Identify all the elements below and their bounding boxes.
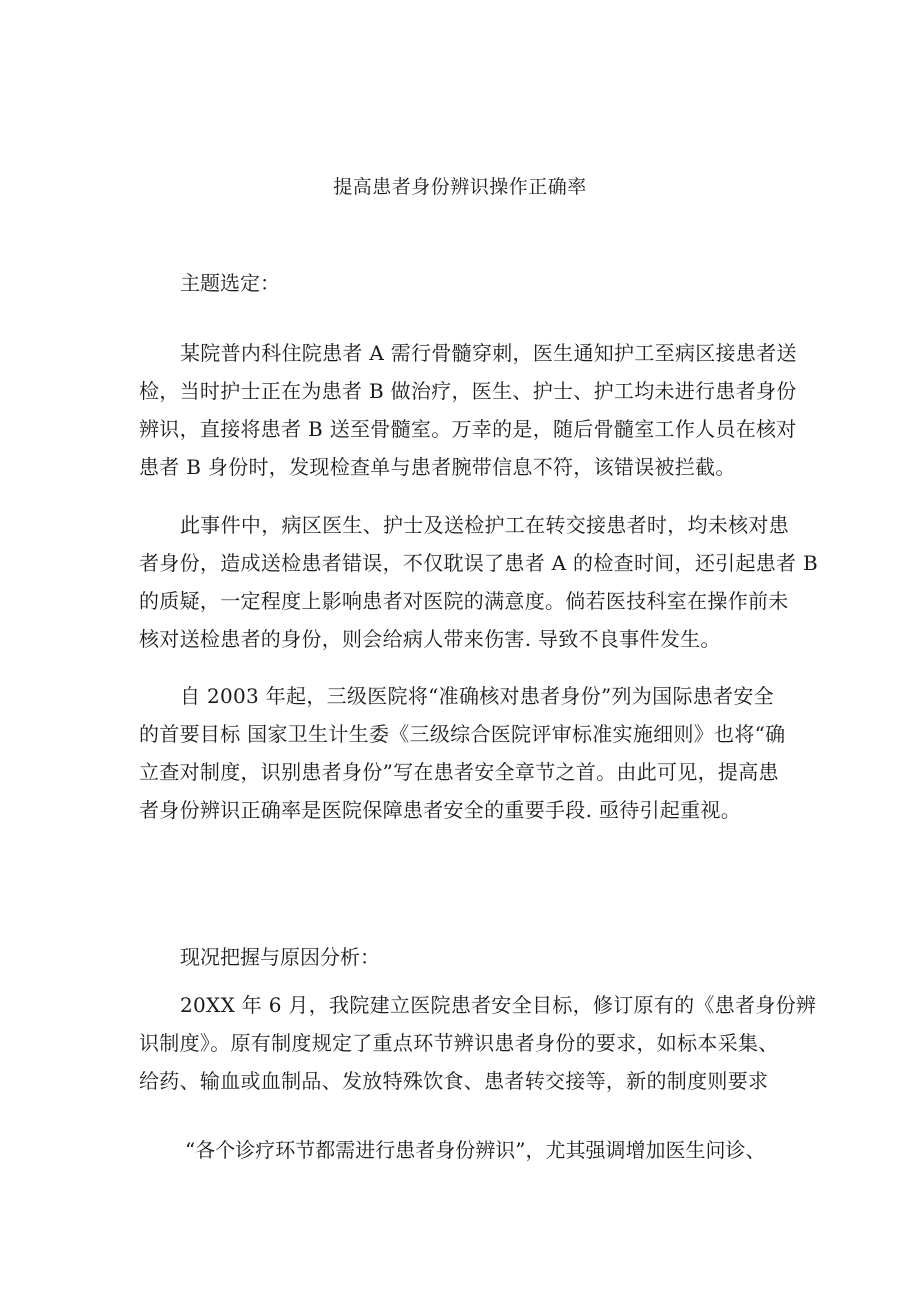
paragraph-policy-revision [139,986,817,1100]
section-heading-current-status: 现况把握与原因分析： [180,945,380,969]
text-line: 某院普内科住院患者 A 需行骨髓穿刺，医生通知护工至病区接患者送 [180,341,797,365]
text-line: 的首要目标 国家卫生计生委《三级综合医院评审标准实施细则》也将“确 [139,722,786,746]
text-line: 此事件中，病区医生、护士及送检护工在转交接患者时，均未核对患 [180,513,789,537]
document-title: 提高患者身份辨识操作正确率 [333,176,587,198]
paragraph-incident-description [139,334,797,486]
text-line: 者身份，造成送检患者错误，不仅耽误了患者 A 的检查时间，还引起患者 B [139,551,819,575]
text-line: 识制度》。原有制度规定了重点环节辨识患者身份的要求，如标本采集、 [139,1031,779,1055]
paragraph-incident-analysis [139,506,819,658]
section-heading-topic-selection: 主题选定： [180,271,280,295]
text-line: 的质疑，一定程度上影响患者对医院的满意度。倘若医技科室在操作前未 [139,589,789,613]
text-line: 给药、输血或血制品、发放特殊饮食、患者转交接等，新的制度则要求 [139,1069,769,1093]
text-line: 者身份辨识正确率是医院保障患者安全的重要手段. 亟待引起重视。 [139,798,742,822]
text-line: 辨识，直接将患者 B 送至骨髓室。万幸的是，随后骨髓室工作人员在核对 [139,417,797,441]
text-line: 核对送检患者的身份，则会给病人带来伤害. 导致不良事件发生。 [139,627,721,651]
text-line: 20XX 年 6 月，我院建立医院患者安全目标，修订原有的《患者身份辨 [180,993,817,1017]
text-line-trailing: “各个诊疗环节都需进行患者身份辨识”，尤其强调增加医生问诊、 [185,1138,766,1162]
text-line: 自 2003 年起，三级医院将“准确核对患者身份”列为国际患者安全 [180,684,774,708]
paragraph-background-goals [139,677,789,829]
text-line: 患者 B 身份时，发现检查单与患者腕带信息不符，该错误被拦截。 [139,455,736,479]
text-line: 立查对制度，识别患者身份”写在患者安全章节之首。由此可见，提高患 [139,760,779,784]
text-line: 检，当时护士正在为患者 B 做治疗，医生、护士、护工均未进行患者身份 [139,379,797,403]
